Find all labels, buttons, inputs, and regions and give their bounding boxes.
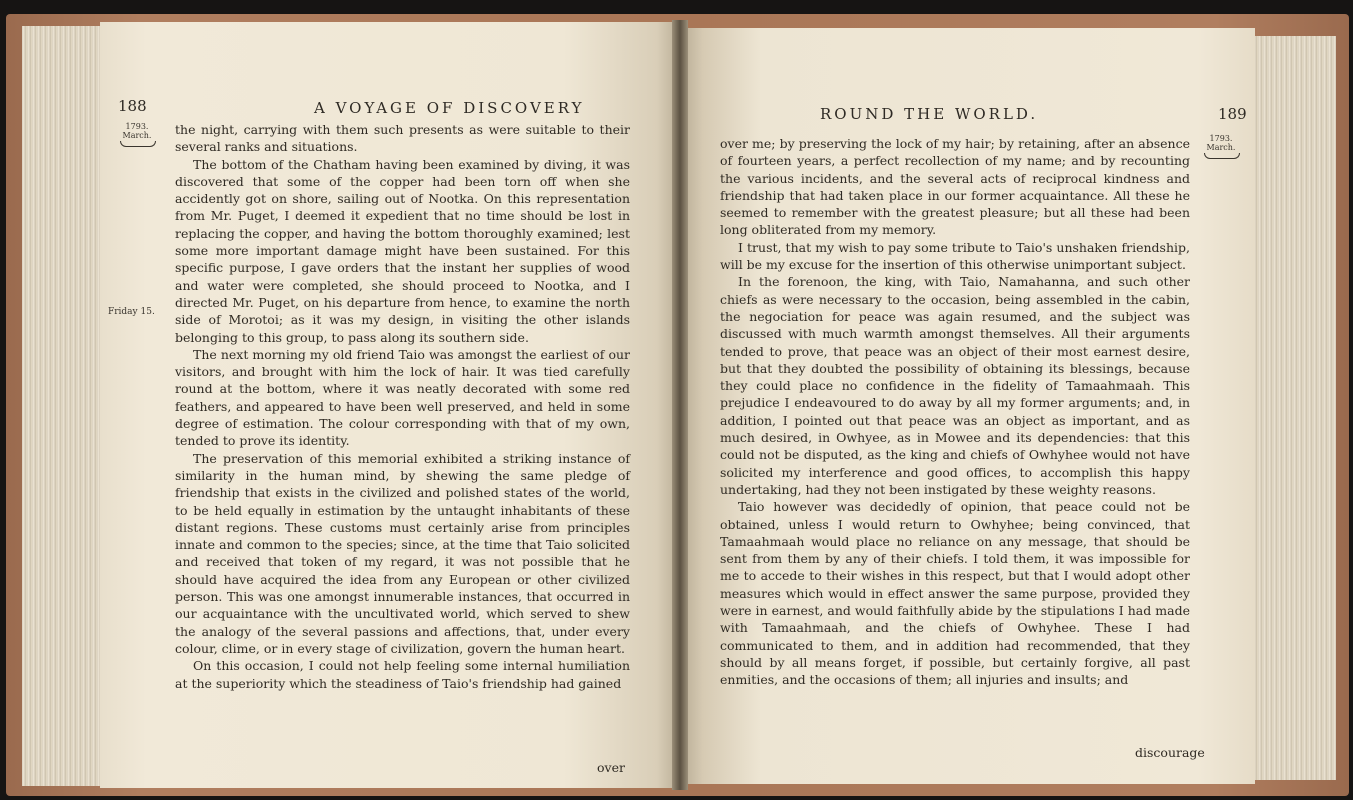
right-margin-year: 1793. xyxy=(1209,134,1233,143)
left-catchword: over xyxy=(597,760,625,775)
right-paragraph-2: I trust, that my wish to pay some tribute to Taio's unshaken friendship, will be my excuse for the insertion of this otherwise unimportant subject. xyxy=(720,239,1190,273)
right-margin-month: March. xyxy=(1206,143,1236,152)
right-catchword: discourage xyxy=(1135,745,1205,760)
right-margin-brace xyxy=(1204,153,1240,159)
left-paragraph-2: The bottom of the Chatham having been examined by diving, it was discovered that some of the copper had been torn off when she accidently got on shore, sailing out of Nootka. On this representation from Mr. Puget, I deemed it expedient that no time should be lost in replacing the copper, and having the bottom thoroughly examined; lest some more important damage might have been sustained. For this specific purpose, I gave orders that the instant her supplies of wood and water were completed, she should proceed to Nootka, and I directed Mr. Puget, on his departure from hence, to examine the north side of Morotoi; as it was my design, in visiting the other islands belonging to this group, to pass along its southern side. xyxy=(175,156,630,345)
left-margin-date xyxy=(120,122,154,140)
left-paragraph-4: The preservation of this memorial exhibited a striking instance of similarity in the human mind, by shewing the same pledge of friendship that exists in the civilized and polished states of the world, to be held equally in estimation by the untaught inhabitants of these distant regions. These customs must certainly arise from principles innate and common to the species; since, at the time that Taio solicited and received that token of my regard, it was not possible that he should have acquired the idea from any European or other civilized person. This was one amongst innumerable instances, that occurred in our acquaintance with the uncultivated world, which served to shew the analogy of the several passions and affections, that, under every colour, clime, or in every stage of civilization, govern the human heart. xyxy=(175,450,630,656)
right-paragraph-1: over me; by preserving the lock of my hair; by retaining, after an absence of fourteen years, a perfect recollection of my name; and by recounting the various incidents, and the several acts of reciprocal kindness and friendship that had taken place in our former acquaintance. All these he seemed to remember with the greatest pleasure; but all these had been long obliterated from my memory. xyxy=(720,136,1190,238)
left-page-number: 188 xyxy=(118,97,147,115)
right-page xyxy=(680,28,1255,784)
book-gutter xyxy=(672,20,688,790)
left-page xyxy=(100,22,680,788)
left-margin-year: 1793. xyxy=(125,122,149,131)
left-margin-note: Friday 15. xyxy=(108,307,155,317)
right-paragraph-4: Taio however was decidedly of opinion, that peace could not be obtained, unless I would return to Owhyhee; being convinced, that Tamaahmaah would place no reliance on any message, that should be sent from them by any of their chiefs. I told them, it was impossible for me to accede to their wishes in this respect, but that I would adopt other measures which would in effect answer the same purpose, provided they were in earnest, and would faithfully abide by the stipulations I had made with Tamaahmaah, and the chiefs of Owhyhee. These I had communicated to them, and in addition had recommended, that they should by all means forget, if possible, but certainly forgive, all past enmities, and the occasions of them; all injuries and insults; and xyxy=(720,499,1190,688)
left-paragraph-1: the night, carrying with them such presents as were suitable to their several ranks and situations. xyxy=(175,122,630,155)
left-paragraph-3: The next morning my old friend Taio was amongst the earliest of our visitors, and brought with him the lock of hair. It was tied carefully round at the bottom, where it was neatly decorated with some red feathers, and appeared to have been well preserved, and held in some degree of estimation. The colour corresponding with that of my own, tended to prove its identity. xyxy=(175,346,630,449)
right-running-head: ROUND THE WORLD. xyxy=(820,105,1039,123)
left-paragraph-5: On this occasion, I could not help feeling some internal humiliation at the superiority which the steadiness of Taio's friendship had gained xyxy=(175,658,630,691)
left-margin-month: March. xyxy=(122,131,152,140)
left-body-text xyxy=(175,121,630,692)
right-page-number: 189 xyxy=(1218,105,1247,123)
right-body-text xyxy=(720,135,1190,689)
right-paragraph-3: In the forenoon, the king, with Taio, Namahanna, and such other chiefs as were necessary to the occasion, being assembled in the cabin, the negociation for peace was again resumed, and the subject was discussed with much warmth amongst themselves. All their arguments tended to prove, that peace was an object of their most earnest desire, but that they doubted the possibility of obtaining its blessings, because they could place no confidence in the fidelity of Tamaahmaah. This prejudice I endeavoured to do away by all my former arguments; and, in addition, I pointed out that peace was an object as important, and as much desired, in Owhyee, as in Mowee and its dependencies: that this could not be disputed, as the king and chiefs of Owhyhee would not have solicited my interference and good offices, to accomplish this happy undertaking, had they not been instigated by these weighty reasons. xyxy=(720,274,1190,497)
right-page-edges xyxy=(1248,36,1336,780)
left-margin-brace xyxy=(120,141,156,147)
right-margin-date xyxy=(1204,134,1238,152)
left-running-head: A VOYAGE OF DISCOVERY xyxy=(314,99,585,117)
left-page-edges xyxy=(22,26,112,786)
